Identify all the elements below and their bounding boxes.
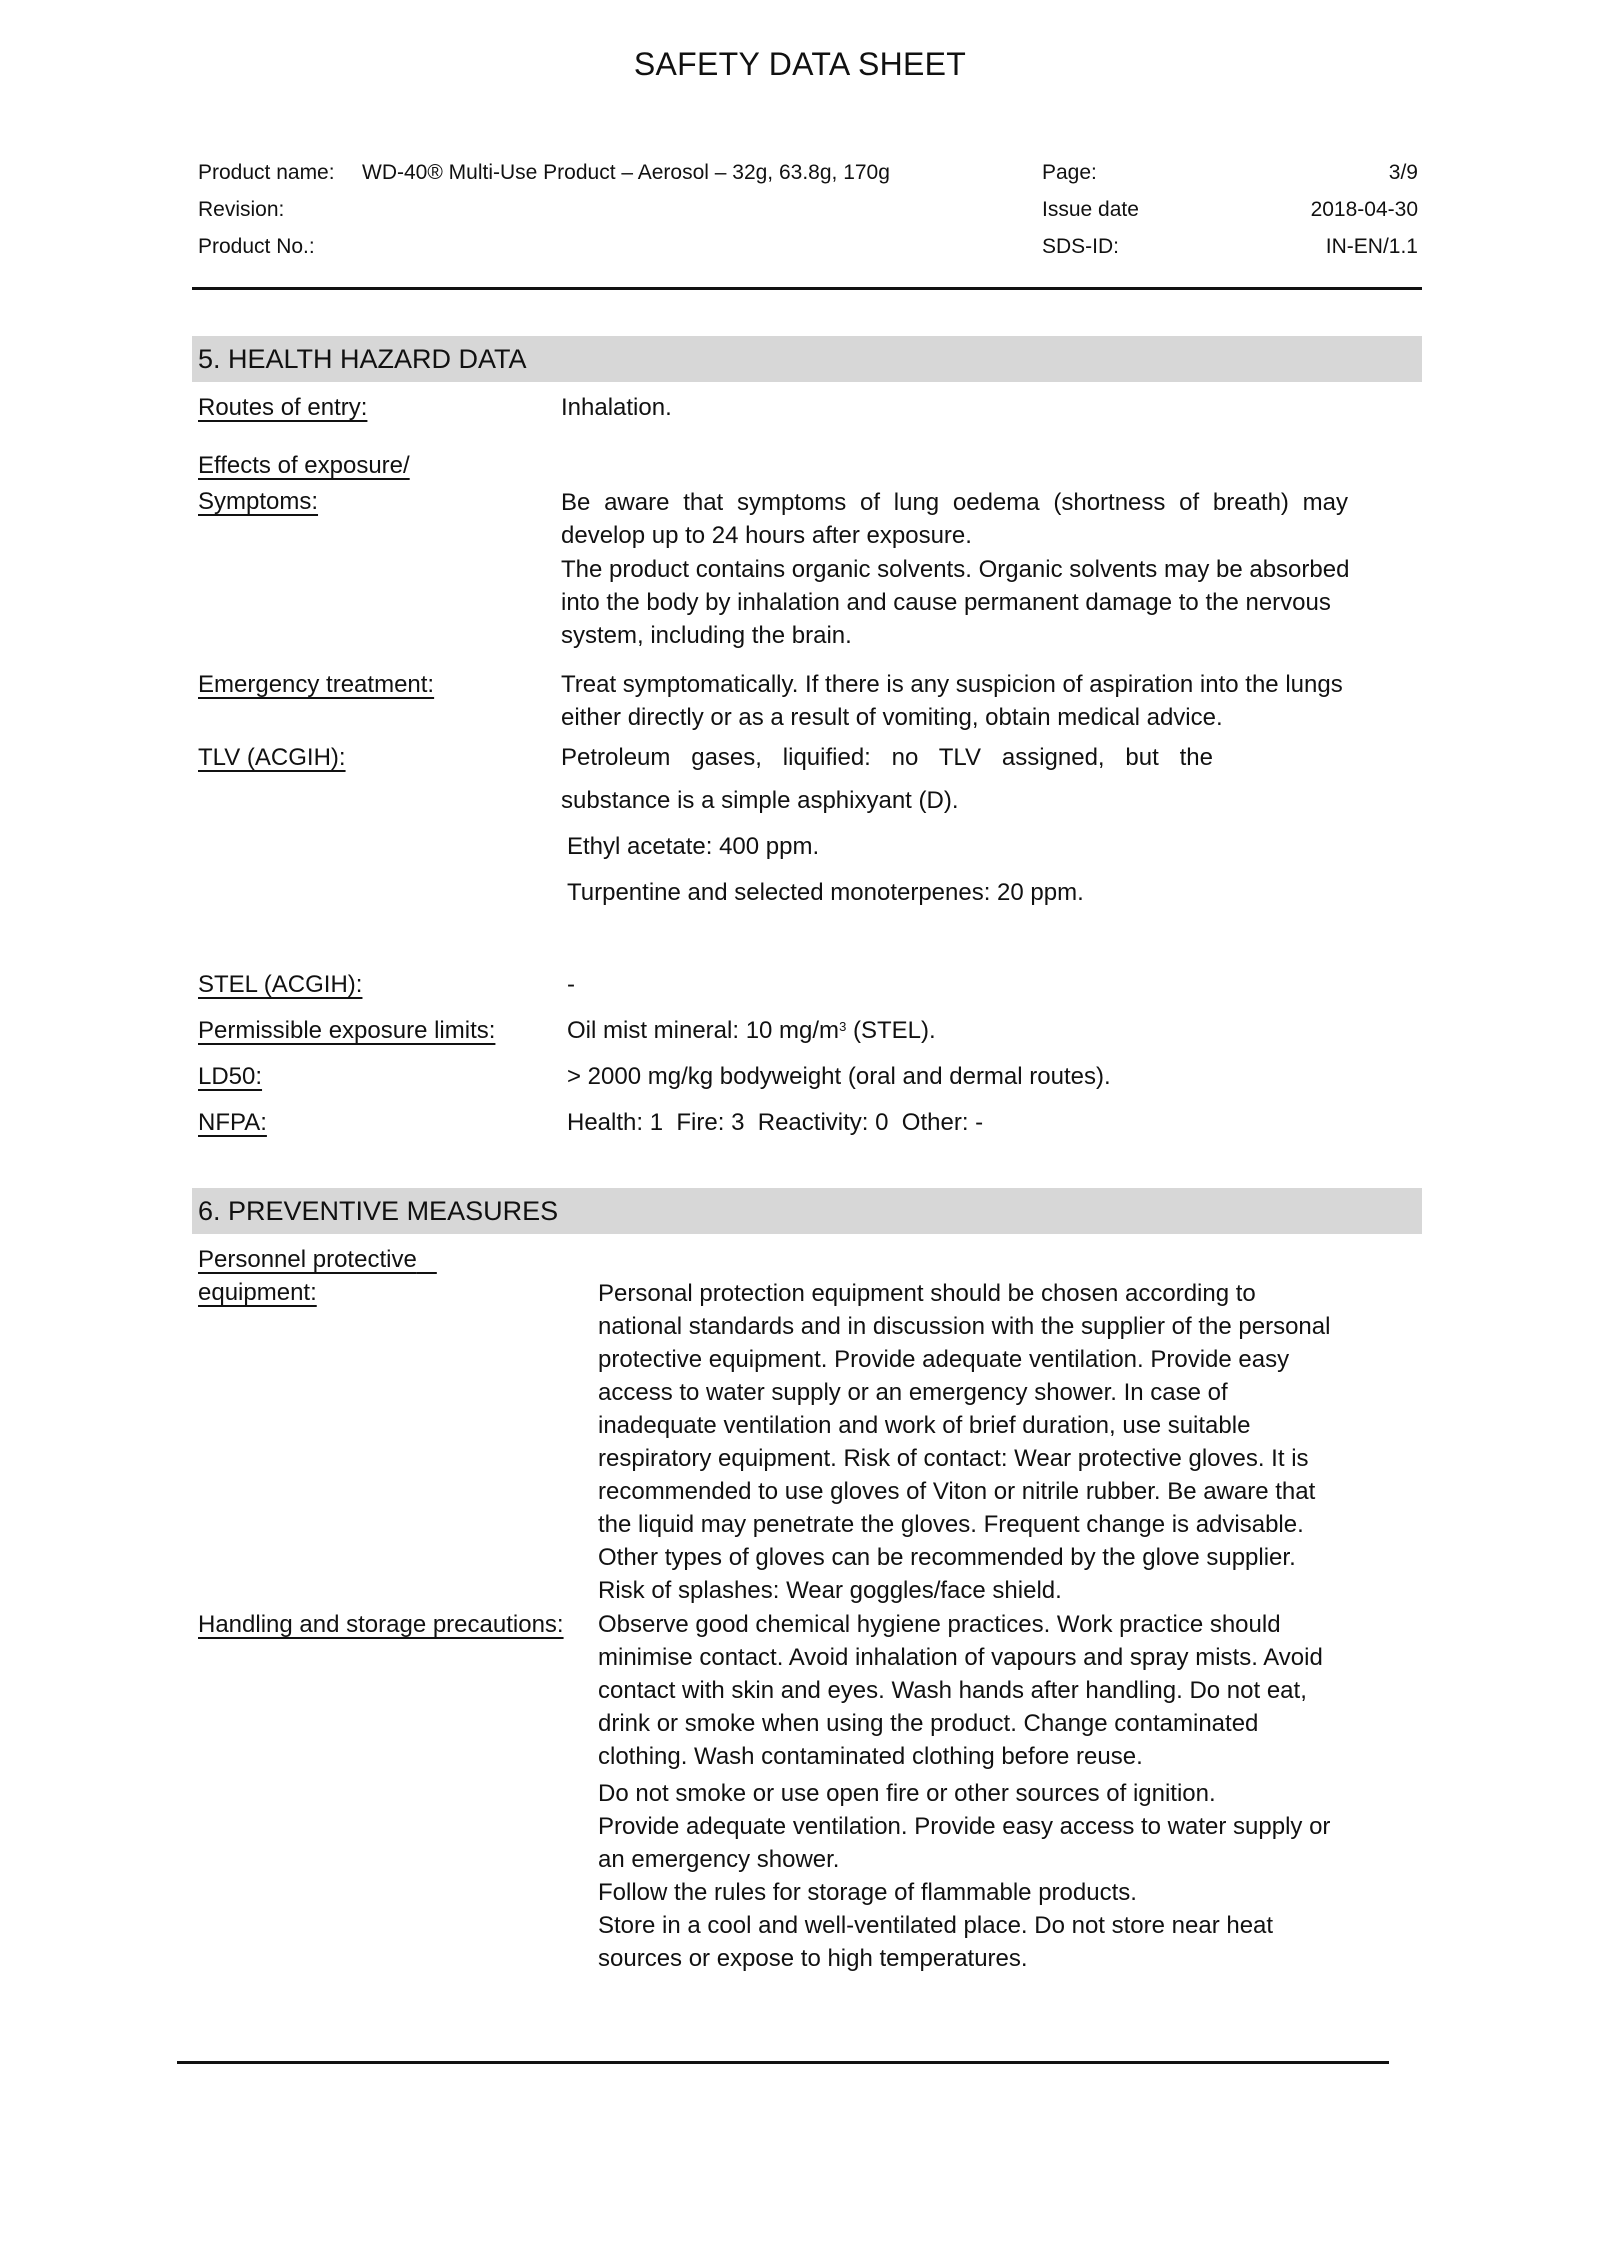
effects-line-2b: into the body by inhalation and cause permanent damage to the nervous: [561, 589, 1331, 616]
header-divider: [192, 287, 1422, 290]
handling-line: minimise contact. Avoid inhalation of vapours and spray mists. Avoid: [598, 1644, 1323, 1671]
effects-line-1a: Be aware that symptoms of lung oedema (shortness of breath) may: [561, 489, 1348, 516]
emergency-treatment-label: Emergency treatment:: [198, 671, 435, 698]
revision-label: Revision:: [198, 198, 285, 221]
ppe-text: [598, 1277, 1330, 1607]
handling-text-a: [598, 1608, 1323, 1773]
stel-acgih-label: STEL (ACGIH):: [198, 971, 363, 998]
handling-line: contact with skin and eyes. Wash hands after handling. Do not eat,: [598, 1677, 1307, 1704]
document-title: SAFETY DATA SHEET: [633, 46, 967, 82]
ppe-line: inadequate ventilation and work of brief duration, use suitable: [598, 1412, 1251, 1439]
emergency-line-2: either directly or as a result of vomiting, obtain medical advice.: [561, 704, 1223, 731]
issue-date-label: Issue date: [1042, 198, 1139, 221]
product-name-value: WD-40® Multi-Use Product – Aerosol – 32g, 63.8g, 170g: [362, 161, 890, 184]
handling-text-b: [598, 1777, 1330, 1975]
nfpa-label: NFPA:: [198, 1109, 267, 1136]
effects-of-exposure-label: Effects of exposure/: [198, 452, 410, 479]
ppe-line: Risk of splashes: Wear goggles/face shield.: [598, 1577, 1062, 1604]
ppe-line: the liquid may penetrate the gloves. Frequent change is advisable.: [598, 1511, 1304, 1538]
routes-of-entry-label: Routes of entry:: [198, 394, 368, 421]
permissible-exposure-limits-value: Oil mist mineral: 10 $mg/m^3$ (STEL).: [567, 1017, 936, 1044]
page-label: Page:: [1042, 161, 1097, 184]
tlv-acgih-label: TLV (ACGIH):: [198, 744, 346, 771]
tlv-line-3: Ethyl acetate: 400 ppm.: [567, 833, 820, 860]
handling-line: clothing. Wash contaminated clothing before reuse.: [598, 1743, 1143, 1770]
handling-line: Follow the rules for storage of flammable products.: [598, 1879, 1137, 1906]
handling-line: sources or expose to high temperatures.: [598, 1945, 1028, 1972]
handling-storage-label: Handling and storage precautions:: [198, 1611, 564, 1638]
ld50-value: > 2000 mg/kg bodyweight (oral and dermal routes).: [567, 1063, 1111, 1090]
tlv-line-1: Petroleum gases, liquified: no TLV assigned, but the: [561, 744, 1213, 771]
nfpa-value: Health: 1 Fire: 3 Reactivity: 0 Other: -: [567, 1109, 984, 1136]
ppe-line: Other types of gloves can be recommended by the glove supplier.: [598, 1544, 1296, 1571]
personnel-protective-label: Personnel protective: [198, 1246, 417, 1273]
effects-line-2a: The product contains organic solvents. Organic solvents may be absorbed: [561, 556, 1350, 583]
tlv-line-2: substance is a simple asphixyant (D).: [561, 787, 959, 814]
handling-line: Do not smoke or use open fire or other sources of ignition.: [598, 1780, 1216, 1807]
symptoms-label: Symptoms:: [198, 488, 319, 515]
ppe-line: respiratory equipment. Risk of contact: Wear protective gloves. It is: [598, 1445, 1309, 1472]
handling-line: drink or smoke when using the product. Change contaminated: [598, 1710, 1259, 1737]
stel-acgih-value: -: [567, 971, 575, 998]
sds-id-label: SDS-ID:: [1042, 235, 1120, 258]
page-value: 3/9: [1388, 161, 1418, 184]
ppe-line: protective equipment. Provide adequate ventilation. Provide easy: [598, 1346, 1290, 1373]
ppe-line: national standards and in discussion with the supplier of the personal: [598, 1313, 1331, 1340]
tlv-line-4: Turpentine and selected monoterpenes: 20 ppm.: [567, 879, 1084, 906]
effects-line-1b: develop up to 24 hours after exposure.: [561, 522, 972, 549]
section-6-heading: 6. PREVENTIVE MEASURES: [192, 1188, 1422, 1234]
ppe-line: recommended to use gloves of Viton or nitrile rubber. Be aware that: [598, 1478, 1316, 1505]
ppe-line: access to water supply or an emergency shower. In case of: [598, 1379, 1228, 1406]
section-5-heading: 5. HEALTH HAZARD DATA: [192, 336, 1422, 382]
product-name-label: Product name:: [198, 161, 335, 184]
handling-line: an emergency shower.: [598, 1846, 840, 1873]
equipment-label: equipment:: [198, 1279, 317, 1306]
ppe-line: Personal protection equipment should be chosen according to: [598, 1280, 1256, 1307]
handling-line: Provide adequate ventilation. Provide easy access to water supply or: [598, 1813, 1331, 1840]
ld50-label: LD50:: [198, 1063, 263, 1090]
sds-id-value: IN-EN/1.1: [1325, 235, 1418, 258]
handling-line: Observe good chemical hygiene practices. Work practice should: [598, 1611, 1281, 1638]
emergency-line-1: Treat symptomatically. If there is any suspicion of aspiration into the lungs: [561, 671, 1343, 698]
superscript-3: 3: [839, 1019, 847, 1034]
issue-date-value: 2018-04-30: [1310, 198, 1418, 221]
effects-line-2c: system, including the brain.: [561, 622, 852, 649]
permissible-exposure-limits-label: Permissible exposure limits:: [198, 1017, 496, 1044]
routes-of-entry-value: Inhalation.: [561, 394, 672, 421]
product-no-label: Product No.:: [198, 235, 315, 258]
handling-line: Store in a cool and well-ventilated place. Do not store near heat: [598, 1912, 1274, 1939]
footer-divider: [177, 2061, 1389, 2064]
